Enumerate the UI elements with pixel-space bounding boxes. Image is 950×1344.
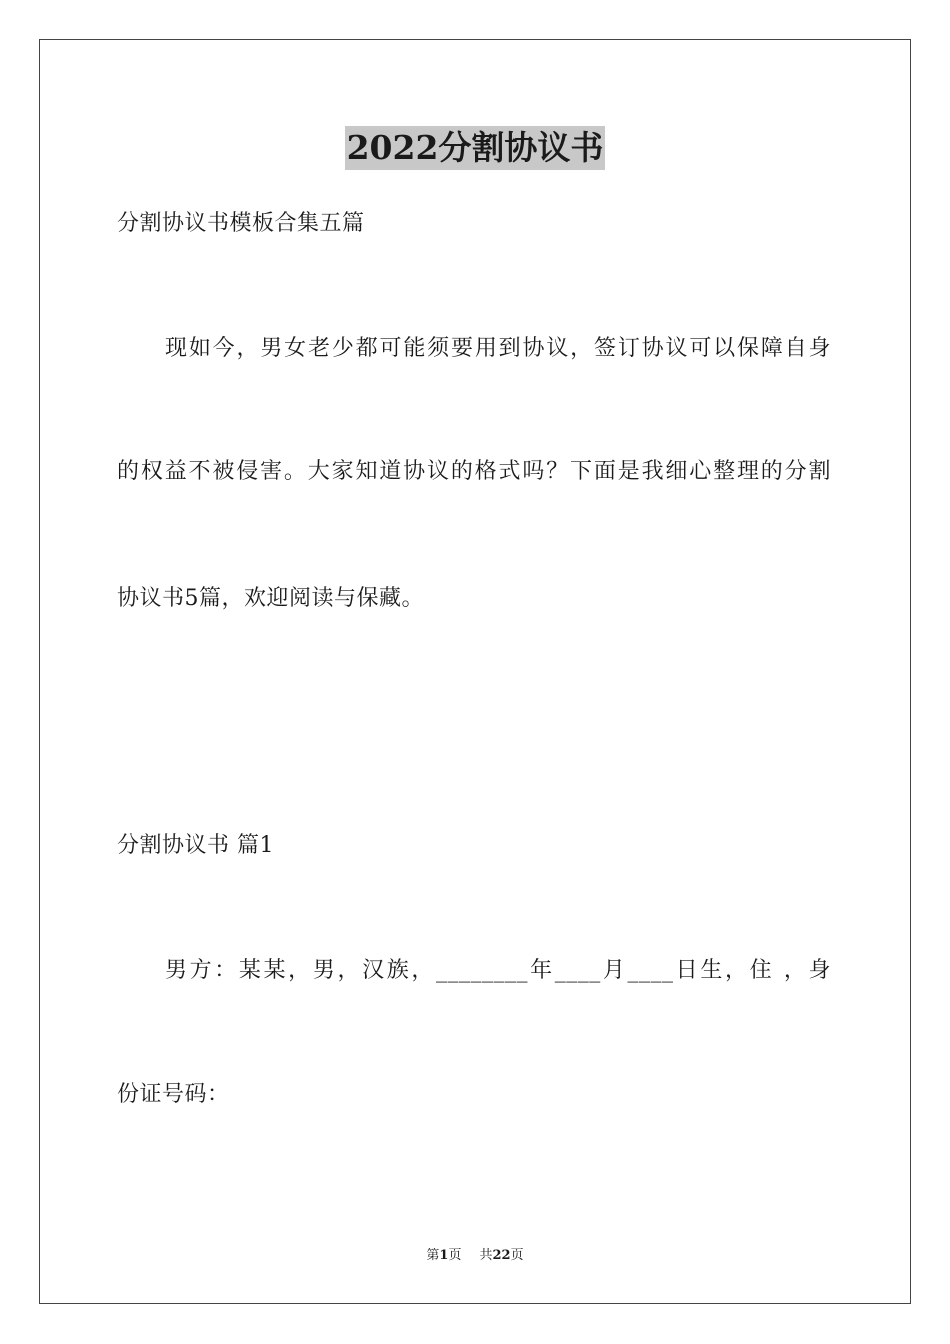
footer-total-suffix: 页 xyxy=(510,1248,524,1263)
footer-page-prefix: 第 xyxy=(426,1248,440,1263)
footer-total-pages: 22 xyxy=(492,1248,511,1263)
document-subtitle: 分割协议书模板合集五篇 xyxy=(117,211,365,236)
intro-line-1: 现如今，男女老少都可能须要用到协议，签订协议可以保障自身 xyxy=(165,336,831,361)
footer-page-number: 1 xyxy=(439,1248,449,1263)
footer-total-prefix: 共 xyxy=(479,1248,493,1263)
document-title-text: 2022分割协议书 xyxy=(345,126,606,170)
id-number-line: 份证号码： xyxy=(117,1082,230,1107)
intro-line-3: 协议书5篇，欢迎阅读与保藏。 xyxy=(117,586,424,611)
party-line: 男方：某某，男，汉族，________年____月____日生，住 ，身 xyxy=(165,958,831,983)
page-footer xyxy=(0,1246,950,1266)
intro-line-2: 的权益不被侵害。大家知道协议的格式吗？下面是我细心整理的分割 xyxy=(117,459,831,484)
footer-page-suffix: 页 xyxy=(448,1248,462,1263)
document-title xyxy=(0,126,950,176)
section-heading: 分割协议书 篇1 xyxy=(117,833,274,858)
